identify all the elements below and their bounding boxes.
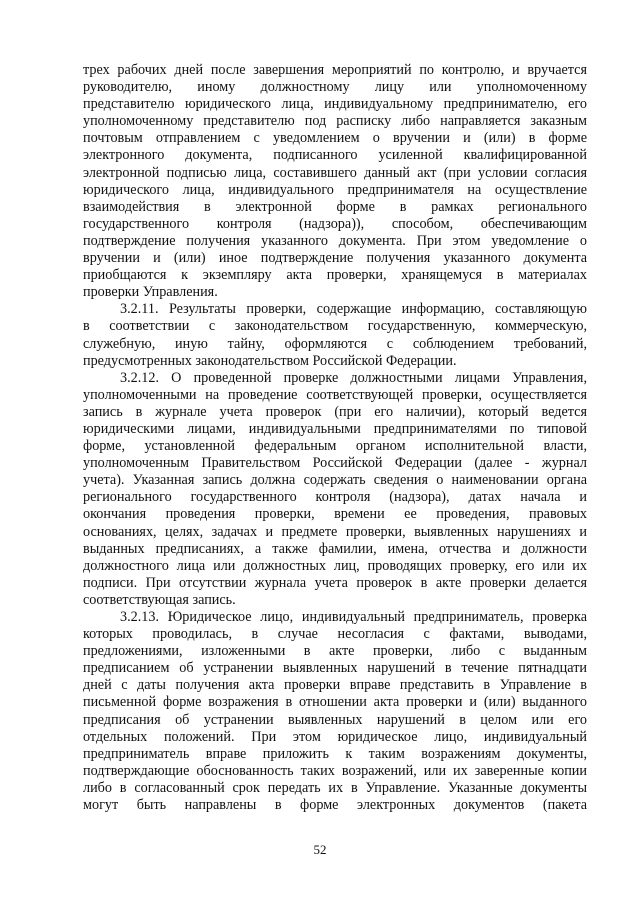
body-text: [83, 62, 587, 814]
text-line: выданных предписаниях, а также фамилии, имена, отчества и должности: [83, 540, 587, 557]
text-line: приобщаются к экземпляру акта проверки, хранящемуся в материалах: [83, 267, 587, 284]
text-line: дней с даты получения акта проверки вправе представить в Управление в: [83, 677, 587, 694]
text-line: взаимодействия в электронной форме в рамках регионального: [83, 198, 587, 215]
text-line: вручении и (или) иное подтверждение получения указанного документа: [83, 250, 587, 267]
text-line: регионального государственного контроля (надзора), датах начала и: [83, 489, 587, 506]
text-line: предписания об устранении выявленных нарушений в целом или его: [83, 711, 587, 728]
text-line: предписанием об устранении выявленных нарушений в течение пятнадцати: [83, 660, 587, 677]
text-line: уполномоченным Правительством Российской Федерации (далее - журнал: [83, 455, 587, 472]
text-line: 3.2.12. О проведенной проверке должностными лицами Управления,: [120, 369, 587, 386]
text-line: электронного документа, подписанного усиленной квалифицированной: [83, 147, 587, 164]
text-line: могут быть направлены в форме электронных документов (пакета: [83, 797, 587, 814]
text-line: электронной подписью лица, составившего данный акт (при условии согласия: [83, 164, 587, 181]
text-line: 3.2.13. Юридическое лицо, индивидуальный предприниматель, проверка: [120, 609, 587, 625]
text-line: окончания проведения проверки, времени ее проведения, правовых: [83, 506, 587, 523]
text-line: подтверждение получения указанного документа. При этом уведомление о: [83, 232, 587, 249]
text-line: трех рабочих дней после завершения мероприятий по контролю, и вручается: [83, 62, 587, 78]
text-line: юридического лица, индивидуального предпринимателя на осуществление: [83, 181, 587, 198]
text-line: соответствующая запись.: [83, 591, 236, 608]
text-line: форме, установленной федеральным органом исполнительной власти,: [83, 438, 587, 455]
text-line: основаниях, целях, задачах и предмете проверки, выявленных нарушениях и: [83, 523, 587, 540]
text-line: уполномоченными на проведение соответствующей проверки, осуществляется: [83, 386, 587, 403]
text-line: в соответствии с законодательством государственную, коммерческую,: [83, 318, 587, 335]
text-line: подтверждающие обоснованность таких возражений, или их заверенные копии: [83, 762, 587, 779]
text-line: уполномоченному представителю под расписку либо направляется заказным: [83, 113, 587, 130]
text-line: либо в согласованный срок передать их в Управление. Указанные документы: [83, 779, 587, 796]
text-line: представителю юридического лица, индивидуальному предпринимателю, его: [83, 96, 587, 113]
text-line: 3.2.11. Результаты проверки, содержащие информацию, составляющую: [120, 301, 587, 318]
text-line: должностного лица или должностных лиц, проводящих проверку, его или их: [83, 557, 587, 574]
text-line: подписи. При отсутствии журнала учета проверок в акте проверки делается: [83, 574, 587, 591]
text-line: которых проводилась, в случае несогласия с фактами, выводами,: [83, 626, 587, 643]
page-number: 52: [313, 842, 327, 857]
text-line: письменной форме возражения в отношении акта проверки и (или) выданного: [83, 694, 587, 711]
text-line: отдельных положений. При этом юридическое лицо, индивидуальный: [83, 728, 587, 745]
text-line: юридическими лицами, индивидуальными предпринимателями по типовой: [83, 420, 587, 437]
text-line: запись в журнале учета проверок (при его наличии), который ведется: [83, 403, 587, 420]
text-line: предложениями, изложенными в акте проверки, либо с выданным: [83, 643, 587, 660]
text-line: предусмотренных законодательством Российской Федерации.: [83, 352, 457, 369]
text-line: руководителю, иному должностному лицу или уполномоченному: [83, 79, 587, 96]
text-line: государственного контроля (надзора)), способом, обеспечивающим: [83, 215, 587, 232]
text-line: почтовым отправлением с уведомлением о вручении и (или) в форме: [83, 130, 587, 147]
text-line: служебную, иную тайну, оформляются с соблюдением требований,: [83, 335, 587, 352]
text-line: проверки Управления.: [83, 284, 218, 301]
text-line: предприниматель вправе приложить к таким возражениям документы,: [83, 745, 587, 762]
text-line: учета). Указанная запись должна содержать сведения о наименовании органа: [83, 472, 587, 489]
